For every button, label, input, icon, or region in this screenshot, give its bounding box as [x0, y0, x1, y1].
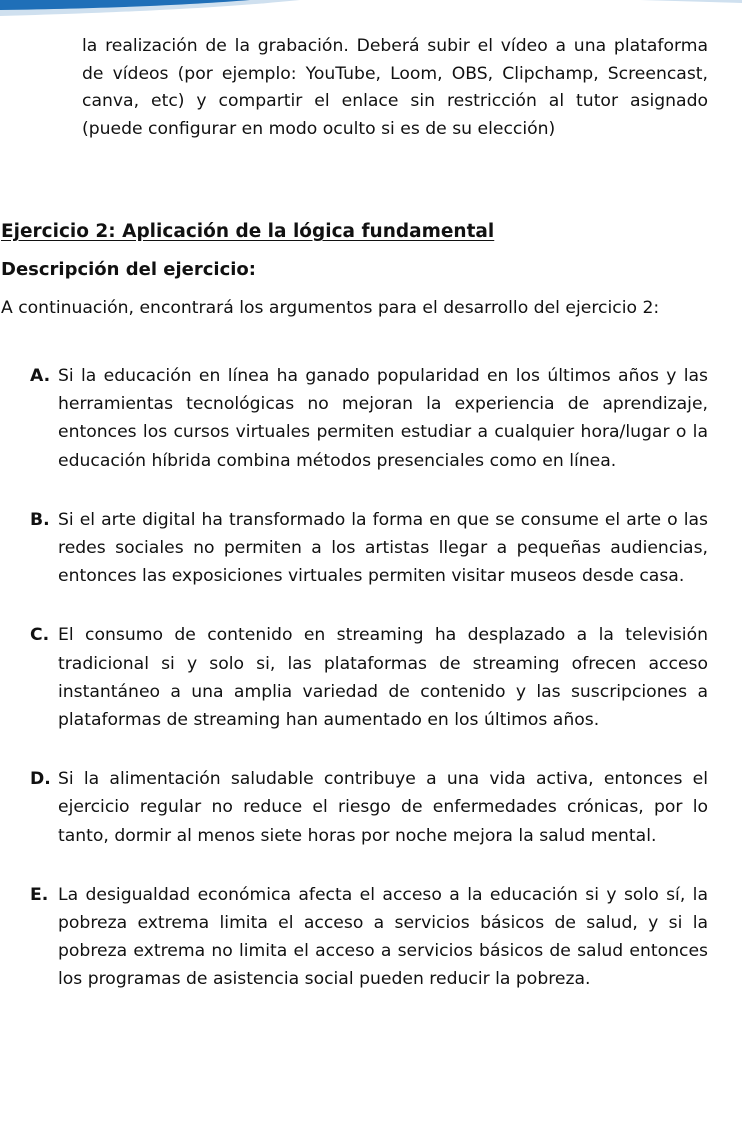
argument-letter: A. [30, 366, 51, 386]
argument-item-b [30, 506, 708, 591]
argument-item-a [30, 362, 708, 475]
argument-text: Si la educación en línea ha ganado popularidad en los últimos años y las herramientas tecnológicas no mejoran la experiencia de aprendizaje, entonces los cursos virtuales permiten estudiar a cualquier hora/lugar o la educación híbrida combina métodos presenciales como en línea. [58, 366, 708, 471]
argument-text: Si la alimentación saludable contribuye a una vida activa, entonces el ejercicio regular no reduce el riesgo de enfermedades crónicas, por lo tanto, dormir al menos siete horas por noche mejora la salud mental. [58, 769, 708, 846]
description-heading: Descripción del ejercicio: [1, 259, 256, 280]
intro-paragraph: la realización de la grabación. Deberá subir el vídeo a una plataforma de vídeos (por ejemplo: YouTube, Loom, OBS, Clipchamp, Screencast, canva, etc) y compartir el enlace sin restricción al tutor asignado (puede configurar en modo oculto si es de su elección) [82, 36, 708, 139]
exercise-title: Ejercicio 2: Aplicación de la lógica fundamental [1, 221, 495, 242]
header-wave-decoration [0, 0, 742, 30]
argument-letter: B. [30, 509, 50, 530]
argument-item-d [30, 765, 708, 850]
argument-text: El consumo de contenido en streaming ha desplazado a la televisión tradicional si y solo si, las plataformas de streaming ofrecen acceso instantáneo a una amplia variedad de contenido y las suscripciones a plataformas de streaming han aumentado en los últimos años. [58, 625, 708, 731]
arguments-list [30, 362, 708, 1025]
argument-text: Si el arte digital ha transformado la forma en que se consume el arte o las redes sociales no permiten a los artistas llegar a pequeñas audiencias, entonces las exposiciones virtuales permiten visitar museos desde casa. [58, 509, 708, 587]
header-wave-accent [640, 0, 742, 3]
argument-letter: D. [30, 769, 51, 790]
argument-letter: E. [30, 884, 49, 905]
argument-text: La desigualdad económica afecta el acceso a la educación si y solo sí, la pobreza extrema limita el acceso a servicios básicos de salud, y si la pobreza extrema no limita el acceso a servicios básicos de salud entonces los programas de asistencia social pueden reducir la pobreza. [58, 884, 708, 990]
argument-letter: C. [30, 625, 50, 646]
lead-paragraph: A continuación, encontrará los argumentos para el desarrollo del ejercicio 2: [1, 298, 660, 318]
argument-item-e [30, 881, 708, 994]
argument-item-c [30, 621, 708, 734]
